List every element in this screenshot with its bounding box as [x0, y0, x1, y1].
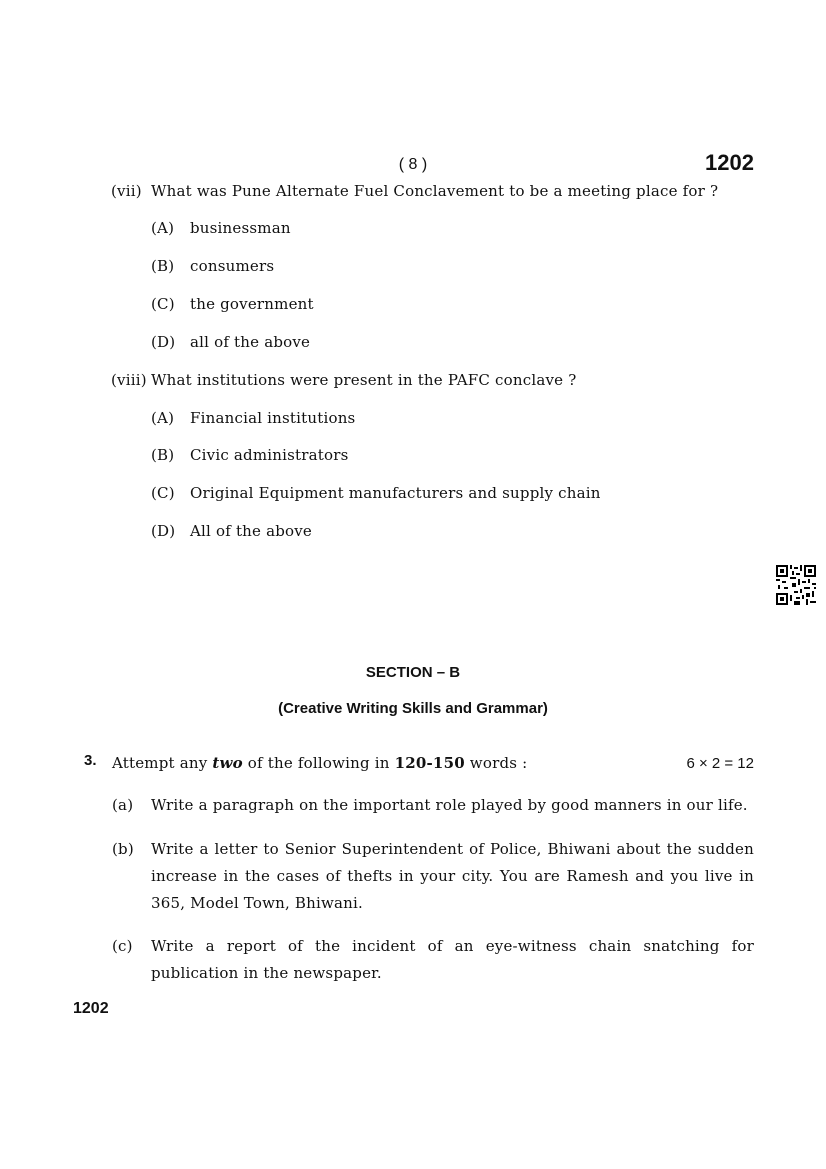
part-text-b-line: Write a letter to Senior Superintendent of Police, Bhiwani about the sudden — [151, 840, 754, 858]
option-label: (C) — [151, 484, 175, 502]
question-3-instruction: Attempt any two of the following in 120-150 words : — [112, 754, 528, 772]
part-label-b: (b) — [112, 840, 134, 858]
part-text-c-line: Write a report of the incident of an eye-witness chain snatching for — [151, 937, 754, 955]
option-text: All of the above — [190, 522, 313, 540]
part-label-a: (a) — [112, 796, 134, 814]
question-number-viii: (viii) — [111, 371, 147, 389]
part-text-c-line: publication in the newspaper. — [151, 964, 382, 982]
option-label: (B) — [151, 257, 175, 275]
part-text-b-line: increase in the cases of thefts in your city. You are Ramesh and you live in — [151, 867, 754, 885]
marks-allocation: 6 × 2 = 12 — [686, 755, 754, 772]
option-text: Financial institutions — [190, 409, 356, 427]
question-number-vii: (vii) — [111, 182, 142, 200]
question-text-vii: What was Pune Alternate Fuel Conclavement to be a meeting place for ? — [151, 182, 719, 200]
paper-code-header: 1202 — [705, 150, 754, 175]
option-label: (B) — [151, 446, 175, 464]
section-subtitle: (Creative Writing Skills and Grammar) — [278, 700, 548, 717]
section-title: SECTION – B — [365, 664, 461, 681]
option-text: all of the above — [190, 333, 311, 351]
option-label: (D) — [151, 522, 176, 540]
option-label: (A) — [151, 219, 175, 237]
option-text: the government — [190, 295, 314, 313]
option-label: (C) — [151, 295, 175, 313]
question-text-viii: What institutions were present in the PAFC conclave ? — [151, 371, 577, 389]
option-text: Original Equipment manufacturers and supply chain — [190, 484, 601, 502]
part-text-b-line: 365, Model Town, Bhiwani. — [151, 894, 363, 912]
part-text-a: Write a paragraph on the important role played by good manners in our life. — [151, 796, 748, 814]
option-label: (D) — [151, 333, 176, 351]
option-text: businessman — [190, 219, 291, 237]
qr-code-icon — [776, 565, 816, 605]
option-text: Civic administrators — [190, 446, 349, 464]
part-label-c: (c) — [112, 937, 133, 955]
page-number: ( 8 ) — [398, 156, 428, 173]
option-text: consumers — [190, 257, 275, 275]
option-label: (A) — [151, 409, 175, 427]
paper-code-footer: 1202 — [73, 1000, 109, 1017]
question-number-3: 3. — [84, 752, 97, 769]
